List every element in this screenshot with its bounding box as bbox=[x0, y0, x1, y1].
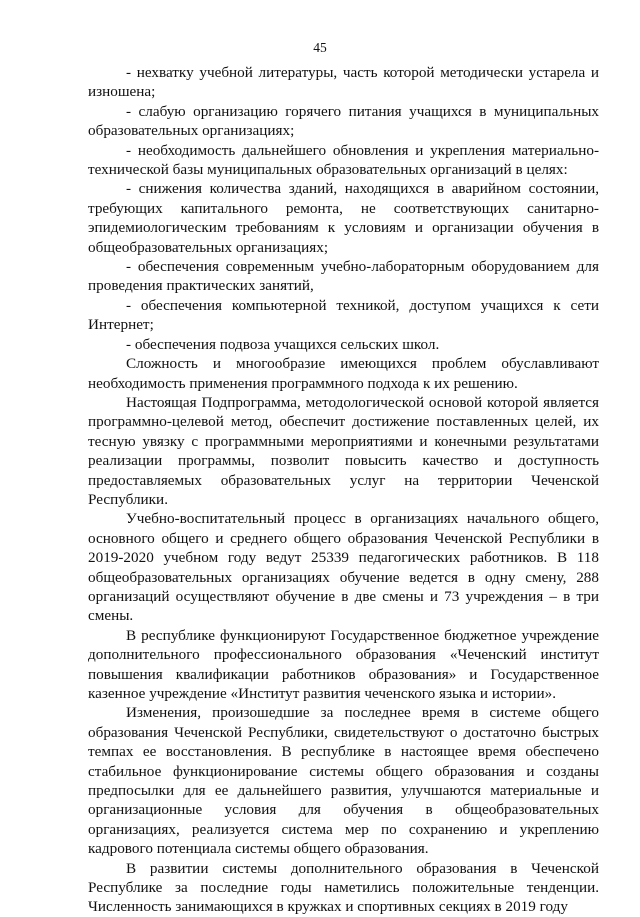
paragraph-7: - обеспечения подвоза учащихся сельских школ. bbox=[126, 335, 440, 353]
paragraph-6: - обеспечения компьютерной техникой, доступом учащихся к сети Интернет; bbox=[88, 296, 599, 334]
paragraph-1: - нехватку учебной литературы, часть которой методически устарела и изношена; bbox=[88, 64, 599, 101]
paragraph-2: - слабую организацию горячего питания учащихся в муниципальных образовательных организациях; bbox=[88, 102, 599, 140]
paragraph-5: - обеспечения современным учебно-лабораторным оборудованием для проведения практических занятий, bbox=[88, 258, 599, 295]
paragraph-13: В развитии системы дополнительного образования в Чеченской Республике за последние годы наметились положительные тенденции. Численность занимающихся в кружках и спортивных секциях в 2019 году bbox=[88, 859, 599, 916]
paragraph-4: - снижения количества зданий, находящихся в аварийном состоянии, требующих капитального ремонта, не соответствующих санитарно-эпидемиологическим требованиям к условиям и организации обучения в общеобразовательных организациях; bbox=[88, 180, 599, 256]
page-number: 45 bbox=[313, 40, 327, 55]
paragraph-12: Изменения, произошедшие за последнее время в системе общего образования Чеченской Республики, свидетельствуют о достаточно быстрых темпах ее восстановления. В республике в настоящее время обеспечено стабильное функционирование системы общего образования и созданы предпосылки для ее дальнейшего развития, улучшаются материальные и организационные условия для обучения в общеобразовательных организациях, реализуется система мер по сохранению и укреплению кадрового потенциала системы общего образования. bbox=[88, 704, 599, 858]
paragraph-3: - необходимость дальнейшего обновления и укрепления материально-технической базы муниципальных образовательных организаций в целях: bbox=[88, 141, 599, 179]
paragraph-9: Настоящая Подпрограмма, методологической основой которой является программно-целевой метод, обеспечит достижение поставленных целей, их тесную увязку с программными мероприятиями и конечными результатами реализации программы, позволит повысить качество и доступность предоставляемых образовательных услуг на территории Чеченской Республики. bbox=[88, 393, 599, 508]
document-body bbox=[88, 63, 599, 917]
paragraph-10: Учебно-воспитательный процесс в организациях начального общего, основного общего и среднего общего образования Чеченской Республики в 2019-2020 учебном году ведут 25339 педагогических работников. В 118 общеобразовательных организациях обучение ведется в одну смену, 288 организаций осуществляют обучение в две смены и 73 учреждения – в три смены. bbox=[88, 510, 599, 625]
paragraph-8: Сложность и многообразие имеющихся проблем обуславливают необходимость применения программного подхода к их решению. bbox=[88, 355, 599, 392]
paragraph-11: В республике функционируют Государственное бюджетное учреждение дополнительного профессионального образования «Чеченский институт повышения квалификации работников образования» и Государственное казенное учреждение «Институт развития чеченского языка и истории». bbox=[88, 626, 599, 702]
